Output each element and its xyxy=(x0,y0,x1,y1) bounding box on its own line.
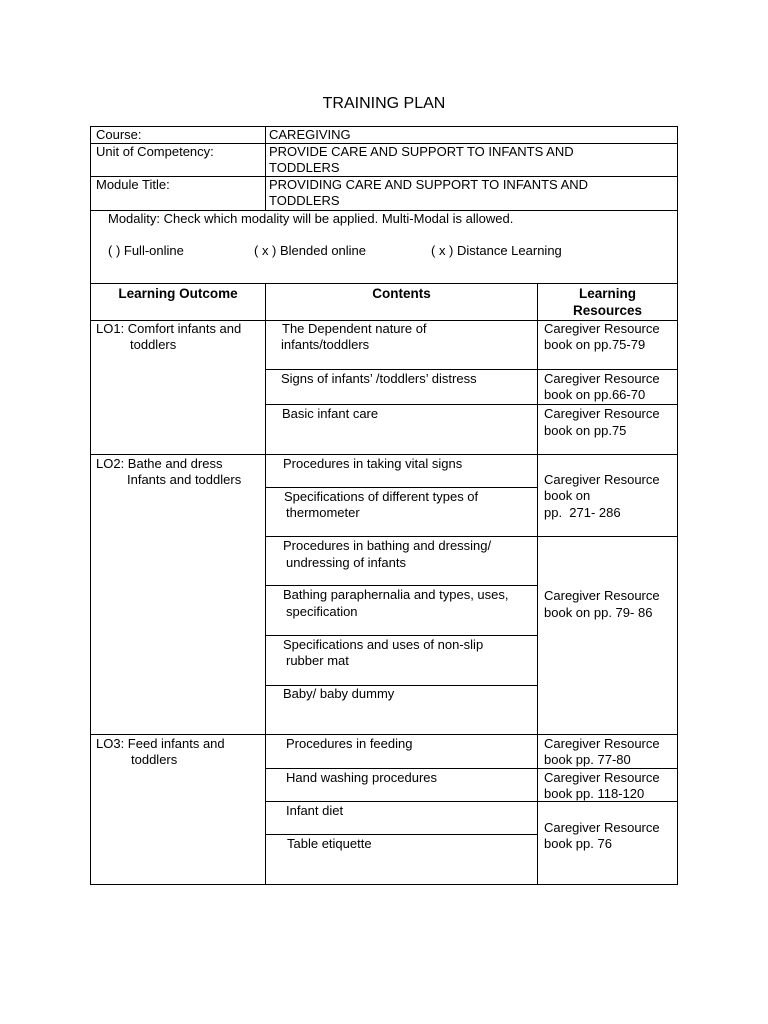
lo1-resource-2-line-2: book on pp.66-70 xyxy=(544,387,646,402)
module-label: Module Title: xyxy=(96,177,170,192)
lo3-content-1: Procedures in feeding xyxy=(286,736,413,751)
lo3-outcome-line-1: LO3: Feed infants and xyxy=(96,736,225,751)
page-title: TRAINING PLAN xyxy=(322,95,446,112)
lo3-resource-3-line-2: book pp. 76 xyxy=(544,836,612,851)
lo2-content-4-line-2: specification xyxy=(286,604,358,619)
content-divider xyxy=(265,834,538,835)
lo2-content-2-line-1: Specifications of different types of xyxy=(284,489,479,504)
content-divider xyxy=(265,404,538,405)
lo3-outcome-line-2: toddlers xyxy=(131,752,178,767)
info-column-divider xyxy=(265,126,266,210)
content-divider xyxy=(265,369,538,370)
lo3-resource-3-line-1: Caregiver Resource xyxy=(544,820,660,835)
lo2-content-4-line-1: Bathing paraphernalia and types, uses, xyxy=(283,587,509,602)
outcome-column-divider xyxy=(265,283,266,885)
module-value-line-1: PROVIDING CARE AND SUPPORT TO INFANTS AND xyxy=(269,177,589,192)
content-divider xyxy=(265,487,538,488)
lo3-content-2: Hand washing procedures xyxy=(286,770,438,785)
lo1-resource-1-line-2: book on pp.75-79 xyxy=(544,337,646,352)
resource-divider xyxy=(537,369,678,370)
lo2-resource-1-line-3: pp. 271- 286 xyxy=(544,505,621,520)
table-border-right xyxy=(677,126,678,885)
header-top-line xyxy=(90,283,678,284)
table-border-left xyxy=(90,126,91,885)
lo3-content-3: Infant diet xyxy=(286,803,344,818)
lo3-resource-1-line-1: Caregiver Resource xyxy=(544,736,660,751)
course-label: Course: xyxy=(96,127,142,142)
resource-divider xyxy=(537,768,678,769)
unit-value-line-2: TODDLERS xyxy=(269,160,340,175)
lo-separator xyxy=(90,454,678,455)
lo-separator xyxy=(90,734,678,735)
module-value-line-2: TODDLERS xyxy=(269,193,340,208)
lo1-content-2: Signs of infants’ /toddlers’ distress xyxy=(281,371,477,386)
lo2-outcome-line-1: LO2: Bathe and dress xyxy=(96,456,223,471)
table-border-bottom xyxy=(90,884,678,885)
lo3-resource-1-line-2: book pp. 77-80 xyxy=(544,752,631,767)
header-learning-resources-line-1: Learning xyxy=(578,286,636,301)
lo2-resource-1-line-2: book on xyxy=(544,488,591,503)
lo2-outcome-line-2: Infants and toddlers xyxy=(127,472,242,487)
lo2-resource-2-line-1: Caregiver Resource xyxy=(544,588,660,603)
header-learning-outcome: Learning Outcome xyxy=(118,286,238,301)
lo1-outcome-line-1: LO1: Comfort infants and xyxy=(96,321,242,336)
header-learning-resources-line-2: Resources xyxy=(572,303,643,318)
lo2-resource-1-line-1: Caregiver Resource xyxy=(544,472,660,487)
lo1-resource-2-line-1: Caregiver Resource xyxy=(544,371,660,386)
lo1-outcome-line-2: toddlers xyxy=(130,337,177,352)
content-divider xyxy=(265,635,538,636)
lo1-resource-3-line-2: book on pp.75 xyxy=(544,423,627,438)
lo2-content-5-line-1: Specifications and uses of non-slip xyxy=(283,637,484,652)
lo2-content-3-line-2: undressing of infants xyxy=(286,555,406,570)
lo2-content-2-line-2: thermometer xyxy=(286,505,360,520)
lo2-resource-2-line-2: book on pp. 79- 86 xyxy=(544,605,653,620)
lo1-content-1-line-2: infants/toddlers xyxy=(281,337,370,352)
lo1-resource-3-line-1: Caregiver Resource xyxy=(544,406,660,421)
lo3-content-4: Table etiquette xyxy=(287,836,372,851)
content-divider xyxy=(265,801,538,802)
lo2-content-5-line-2: rubber mat xyxy=(286,653,349,668)
modality-option-distance-learning: ( x ) Distance Learning xyxy=(431,243,562,258)
content-divider xyxy=(265,585,538,586)
resource-divider xyxy=(537,404,678,405)
header-contents: Contents xyxy=(372,286,431,301)
lo1-resource-1-line-1: Caregiver Resource xyxy=(544,321,660,336)
lo1-content-3: Basic infant care xyxy=(282,406,379,421)
modality-option-full-online: ( ) Full-online xyxy=(108,243,184,258)
course-value: CAREGIVING xyxy=(269,127,351,142)
unit-value-line-1: PROVIDE CARE AND SUPPORT TO INFANTS AND xyxy=(269,144,574,159)
lo1-content-1-line-1: The Dependent nature of xyxy=(282,321,427,336)
unit-label: Unit of Competency: xyxy=(96,144,214,159)
table-border-top xyxy=(90,126,678,127)
resources-column-divider xyxy=(537,283,538,885)
lo2-content-3-line-1: Procedures in bathing and dressing/ xyxy=(283,538,492,553)
modality-instruction: Modality: Check which modality will be applied. Multi-Modal is allowed. xyxy=(108,211,514,226)
content-divider xyxy=(265,536,538,537)
resource-divider xyxy=(537,536,678,537)
lo2-content-6: Baby/ baby dummy xyxy=(283,686,395,701)
lo3-resource-2-line-1: Caregiver Resource xyxy=(544,770,660,785)
modality-option-blended-online: ( x ) Blended online xyxy=(254,243,367,258)
content-divider xyxy=(265,768,538,769)
lo2-content-1: Procedures in taking vital signs xyxy=(283,456,463,471)
lo3-resource-2-line-2: book pp. 118-120 xyxy=(544,786,645,801)
